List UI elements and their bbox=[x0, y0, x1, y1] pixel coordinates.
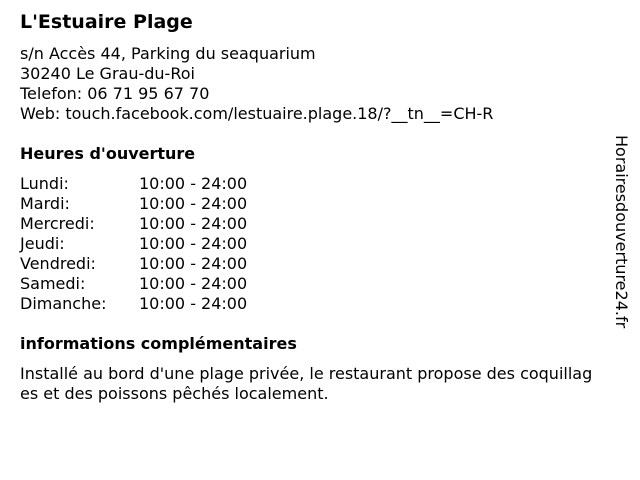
hours-row bbox=[20, 214, 320, 234]
side-watermark bbox=[610, 135, 634, 345]
hours-time: 10:00 - 24:00 bbox=[139, 194, 248, 213]
address-block bbox=[20, 44, 493, 124]
hours-row bbox=[20, 174, 320, 194]
hours-row bbox=[20, 194, 320, 214]
hours-row bbox=[20, 234, 320, 254]
site-label: Horairesdouverture24.fr bbox=[612, 135, 631, 329]
info-heading: informations complémentaires bbox=[20, 334, 297, 353]
hours-row bbox=[20, 274, 320, 294]
phone-line: Telefon: 06 71 95 67 70 bbox=[20, 84, 210, 103]
hours-day: Lundi: bbox=[20, 174, 69, 193]
address-line-1: s/n Accès 44, Parking du seaquarium bbox=[20, 44, 316, 63]
hours-time: 10:00 - 24:00 bbox=[139, 214, 248, 233]
hours-day: Mercredi: bbox=[20, 214, 95, 233]
hours-day: Vendredi: bbox=[20, 254, 96, 273]
hours-table bbox=[20, 174, 320, 314]
hours-time: 10:00 - 24:00 bbox=[139, 254, 248, 273]
hours-day: Jeudi: bbox=[20, 234, 65, 253]
hours-time: 10:00 - 24:00 bbox=[139, 174, 248, 193]
hours-day: Dimanche: bbox=[20, 294, 107, 313]
hours-day: Mardi: bbox=[20, 194, 70, 213]
place-title: L'Estuaire Plage bbox=[20, 11, 193, 33]
hours-time: 10:00 - 24:00 bbox=[139, 234, 248, 253]
hours-time: 10:00 - 24:00 bbox=[139, 274, 248, 293]
info-description: Installé au bord d'une plage privée, le restaurant propose des coquillages et des poissons pêchés localement. bbox=[20, 364, 593, 403]
hours-time: 10:00 - 24:00 bbox=[139, 294, 248, 313]
address-line-2: 30240 Le Grau-du-Roi bbox=[20, 64, 195, 83]
hours-row bbox=[20, 294, 320, 314]
hours-row bbox=[20, 254, 320, 274]
hours-heading: Heures d'ouverture bbox=[20, 144, 196, 163]
hours-day: Samedi: bbox=[20, 274, 86, 293]
web-line: Web: touch.facebook.com/lestuaire.plage.18/?__tn__=CH-R bbox=[20, 104, 494, 123]
